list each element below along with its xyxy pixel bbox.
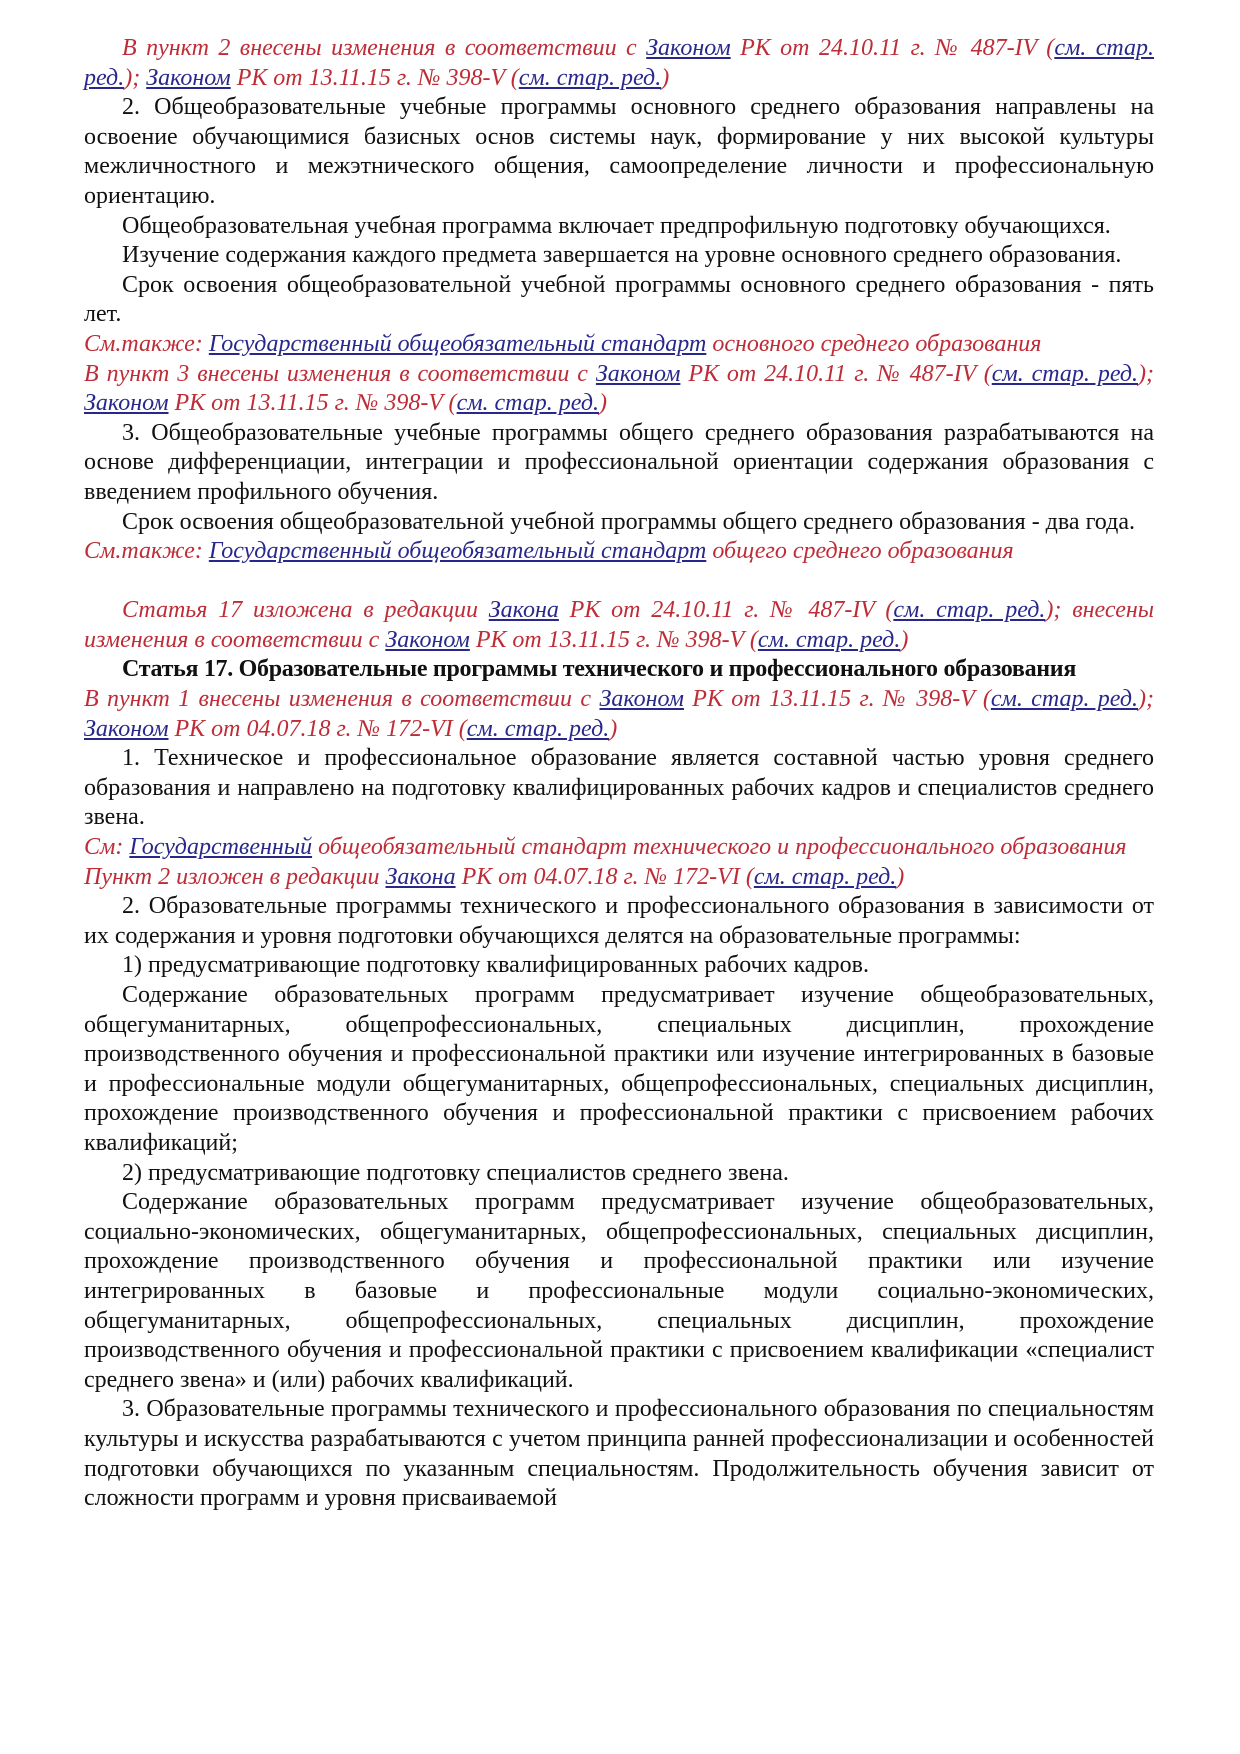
text-run: РК от 24.10.11 г. № 487-IV ( [558,597,894,624]
text-run: 2. Образовательные программы технического и профессионального образования в зависимости от их содержания и уровня подготовки обучающихся делятся на образовательные программы: [84,893,1154,949]
amendment-note [84,833,1154,863]
text-run: Изучение содержания каждого предмета завершается на уровне основного среднего образования. [122,242,1122,269]
text-run: РК от 24.10.11 г. № 487-IV ( [730,35,1055,61]
body-paragraph [84,508,1154,538]
text-run: 3. Образовательные программы технического и профессионального образования по специальностям культуры и искусства разрабатываются с учетом принципа ранней профессионализации и особенностей подготовки обучающихся по указанным специальностям. Продолжительность обучения зависит от сложности программ и уровня присваиваемой [84,1396,1154,1512]
text-run: ); [124,64,147,91]
law-reference-link[interactable]: Государственный общеобязательный стандарт [208,330,707,357]
text-run: 1) предусматривающие подготовку квалифицированных рабочих кадров. [122,952,869,979]
text-run: основного среднего образования [706,330,1042,357]
amendment-note [84,685,1154,744]
law-reference-link[interactable]: Законом [385,626,470,653]
law-reference-link[interactable]: Законом [595,360,681,387]
text-run: ) [896,863,905,890]
law-reference-link[interactable]: Закона [488,597,559,624]
text-run: общеобязательный стандарт технического и профессионального образования [312,834,1127,861]
text-run: См.также: [84,330,209,357]
law-reference-link[interactable]: Законом [146,64,231,91]
text-run: 2. Общеобразовательные учебные программы основного среднего образования направлены на освоение обучающимися базисных основ системы наук, формирование у них высокой культуры межличностного и межэтнического общения, самоопределение личности и профессиональную ориентацию. [84,94,1154,209]
text-run: ) [599,390,608,417]
text-run: См.также: [84,538,209,565]
text-run: В пункт 1 внесены изменения в соответствии с [84,686,600,713]
body-paragraph [84,271,1154,330]
amendment-note [84,863,1154,893]
text-run: В пункт 2 внесены изменения в соответствии с [122,35,647,61]
law-reference-link[interactable]: Закона [385,863,456,890]
text-run: Срок освоения общеобразовательной учебной программы общего среднего образования - два года. [122,508,1135,535]
law-reference-link[interactable]: Законом [646,35,731,61]
text-run: РК от 13.11.15 г. № 398-V ( [168,390,457,417]
text-run: Статья 17 изложена в редакции [122,597,489,624]
body-paragraph [84,93,1154,211]
text-run: РК от 13.11.15 г. № 398-V ( [469,626,758,653]
text-run: РК от 13.11.15 г. № 398-V ( [230,64,519,91]
text-run: 1. Техническое и профессиональное образование является составной частью уровня среднего образования и направлено на подготовку квалифицированных рабочих кадров и специалистов среднего звена. [84,745,1154,831]
amendment-note [84,330,1154,360]
body-paragraph [84,744,1154,833]
article-heading [84,655,1154,685]
law-reference-link[interactable]: см. стар. ред. [466,715,610,742]
body-paragraph [84,1188,1154,1395]
law-reference-link[interactable]: см. стар. ред. [893,597,1046,624]
body-paragraph [84,1395,1154,1513]
law-reference-link[interactable]: Законом [84,715,169,742]
text-run: ); [1138,686,1154,713]
text-run: РК от 13.11.15 г. № 398-V ( [683,686,991,713]
paragraph-spacer [84,567,1154,597]
law-reference-link[interactable]: Законом [599,686,684,713]
body-paragraph [84,951,1154,981]
law-reference-link[interactable]: см. стар. ред. [991,360,1139,387]
text-run: РК от 24.10.11 г. № 487-IV ( [680,360,992,387]
law-reference-link[interactable]: см. стар. ред. [757,626,901,653]
text-run: 3. Общеобразовательные учебные программы общего среднего образования разрабатываются на основе дифференциации, интеграции и профессиональной ориентации содержания образования с введением профильного обучения. [84,419,1154,505]
text-run: РК от 04.07.18 г. № 172-VI ( [168,715,467,742]
law-reference-link[interactable]: см. стар. ред. [84,35,1155,91]
law-reference-link[interactable]: Государственный общеобязательный стандарт [208,538,707,565]
text-run: См: [84,834,130,861]
law-reference-link[interactable]: Законом [84,390,169,417]
text-run: ) [661,64,670,91]
law-reference-link[interactable]: Государственный [129,834,313,861]
text-run: В пункт 3 внесены изменения в соответствии с [84,360,596,387]
text-run: Срок освоения общеобразовательной учебной программы основного среднего образования - пять лет. [84,271,1154,328]
text-run: Содержание образовательных программ предусматривает изучение общеобразовательных, социально-экономических, общегуманитарных, общепрофессиональных, специальных дисциплин, прохождение производственного обучения и профессиональной практики или изучение интегрированных в базовые и профессиональные модули социально-экономических, общегуманитарных, общепрофессиональных, специальных дисциплин, прохождение производственного обучения и профессиональной практики с присвоением квалификации «специалист среднего звена» и (или) рабочих квалификаций. [84,1189,1154,1393]
text-run: РК от 04.07.18 г. № 172-VI ( [455,863,754,890]
text-run: ) [900,626,909,653]
heading-text: Статья 17. Образовательные программы технического и профессионального образования [122,656,1077,683]
text-run: Пункт 2 изложен в редакции [84,863,386,890]
text-run: Общеобразовательная учебная программа включает предпрофильную подготовку обучающихся. [122,212,1111,239]
law-reference-link[interactable]: см. стар. ред. [990,686,1138,713]
text-run: общего среднего образования [706,538,1014,565]
body-paragraph [84,212,1154,242]
text-run: Содержание образовательных программ предусматривает изучение общеобразовательных, общегуманитарных, общепрофессиональных, специальных дисциплин, прохождение производственного обучения и профессиональной практики или изучение интегрированных в базовые и профессиональные модули общегуманитарных, общепрофессиональных, специальных дисциплин, прохождение производственного обучения и профессиональной практики с присвоением рабочих квалификаций; [84,982,1154,1156]
text-run: 2) предусматривающие подготовку специалистов среднего звена. [122,1159,789,1186]
law-reference-link[interactable]: см. стар. ред. [456,390,600,417]
body-paragraph [84,981,1154,1159]
text-run: ); [1138,360,1155,387]
text-run: ) [609,715,618,742]
law-reference-link[interactable]: см. стар. ред. [518,64,662,91]
amendment-note [84,596,1154,655]
body-paragraph [84,1159,1154,1189]
body-paragraph [84,892,1154,951]
amendment-note [84,360,1154,419]
body-paragraph [84,241,1154,271]
law-reference-link[interactable]: см. стар. ред. [753,863,897,890]
body-paragraph [84,419,1154,508]
amendment-note [84,34,1154,93]
amendment-note [84,537,1154,567]
text-run: ); внесены изменения в соответствии с [84,597,1155,653]
